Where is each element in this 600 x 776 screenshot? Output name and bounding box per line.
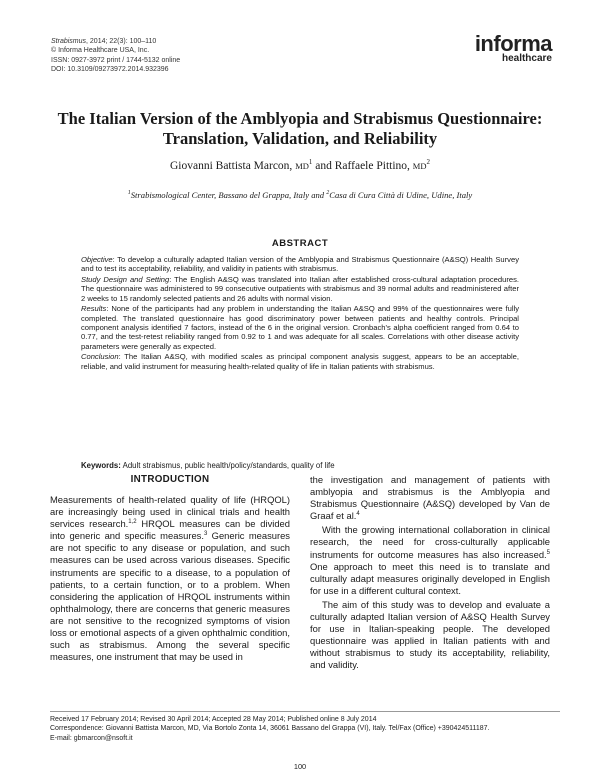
- received-dates: Received 17 February 2014; Revised 30 April 2014; Accepted 28 May 2014; Published online 8 July 2014: [50, 716, 377, 723]
- abstract-conclusion: Conclusion: The Italian A&SQ, with modified scales as principal component analysis suggest, appears to be an acceptable, reliable, and valid instrument for measuring health-related quality of life in Italian patients with strabismus.: [81, 352, 519, 371]
- intro-paragraph-2: With the growing international collaboration in clinical research, the need for cross-culturally applicable instruments for outcome measures has also increased.$^5$ One approach to meet this need is to translate and culturally adapt measures originally developed in English for use in a different cultural context.: [310, 524, 550, 596]
- journal-metadata: [51, 37, 180, 75]
- page-number: 100: [293, 762, 307, 771]
- logo-subtitle: healthcare: [501, 53, 552, 64]
- footer-notes: [50, 715, 560, 743]
- author-line: [40, 158, 560, 172]
- abstract-body: [81, 255, 519, 373]
- doi-line: DOI: 10.3109/09273972.2014.932396: [51, 66, 169, 74]
- correspondence: Correspondence: Giovanni Battista Marcon, MD, Via Bortolo Zonta 14, 36061 Bassano del Grappa (VI), Italy. Tel/Fax (Office) +390424511187.: [50, 725, 490, 733]
- journal-citation: Strabismus, 2014; 22(3): 100–110: [51, 38, 157, 45]
- email: E-mail: gbmarcon@nsoft.it: [50, 734, 133, 742]
- abstract-design: Study Design and Setting: The English A&SQ was translated into Italian after established cross-cultural adaptation procedures. The questionnaire was administered to 99 consecutive outpatients with strabismus and 39 normal adults and readministered after 2 weeks to 15 randomly selected patients and 26 adults with normal vision.: [81, 275, 519, 303]
- paper-title: The Italian Version of the Amblyopia and Strabismus Questionnaire: Translation, Validation, and Reliability: [57, 109, 543, 148]
- author-and: and: [315, 159, 332, 172]
- keywords-label: Keywords:: [81, 461, 121, 470]
- intro-paragraph-1-cont: the investigation and management of patients with amblyopia and strabismus is the Amblyopia and Strabismus Questionnaire (A&SQ) developed by Van de Graaf et al.$^4$: [310, 474, 550, 522]
- author-1-name: Giovanni Battista Marcon,: [169, 159, 293, 172]
- issn-line: ISSN: 0927-3972 print / 1744-5132 online: [51, 56, 181, 64]
- abstract-heading: ABSTRACT: [271, 238, 329, 249]
- author-2-name: Raffaele Pittino,: [334, 159, 410, 172]
- body-column-right: [310, 474, 550, 674]
- keywords-text: Adult strabismus, public health/policy/standards, quality of life: [122, 461, 335, 470]
- keywords: [81, 461, 519, 470]
- introduction-heading: INTRODUCTION: [130, 474, 210, 485]
- abstract-objective: Objective: To develop a culturally adapted Italian version of the Amblyopia and Strabismus Questionnaire (A&SQ) Health Survey and to test its acceptability, reliability, and validity in patients with strabismus.: [81, 255, 519, 274]
- author-1-affil: 1: [308, 158, 313, 166]
- publisher-logo: [475, 33, 552, 64]
- author-2-degree: MD: [412, 160, 427, 171]
- intro-paragraph-1: Measurements of health-related quality of life (HRQOL) are increasingly being used in clinical trials and health services research.$^{1,2}$ HRQOL measures can be divided into generic and specific measures.$^3$ Generic measures are not specific to any disease or population, and such measures can be used across various diseases. Specific instruments are specific to a disease, to a population of patients, to a certain function, or to a problem. When considering the application of HRQOL instruments within ophthalmology, there are concerns that generic measures are not sensitive to the recognized symptoms of vision loss or emotional aspects of a given ophthalmic condition, such as strabismus. Among the several specific measures, one instrument that may be used in: [50, 494, 290, 663]
- copyright-line: © Informa Healthcare USA, Inc.: [51, 47, 150, 55]
- intro-paragraph-3: The aim of this study was to develop and evaluate a culturally adapted Italian version of A&SQ Health Survey for use in Italian-speaking people. The developed questionnaire was applied in Italian patients with and without strabismus to study its acceptability, reliability, and validity.: [310, 598, 550, 671]
- logo-wordmark: informa: [474, 31, 552, 56]
- author-1-degree: MD: [295, 160, 309, 171]
- abstract-results: Results: None of the participants had any problem in understanding the Italian A&SQ and 99% of the questionnaires were fully completed. The translated questionnaire has good discriminatory power between patients and healthy controls. Principal component analysis identified 7 factors, instead of the 6 in the original version. Cronbach's alpha coefficient ranged from 0.64 to 0.77, and the test-retest reliability ranged from 0.92 to 1 and was adequate for all scales. Correlations with other disease activity parameters were generally as expected.: [81, 304, 519, 351]
- author-2-affil: 2: [426, 158, 430, 166]
- body-column-left: [50, 494, 290, 665]
- affiliations: $^1$Strabismological Center, Bassano del Grappa, Italy and $^2$Casa di Cura Città di Udine, Udine, Italy: [127, 190, 473, 200]
- footer-divider: [50, 711, 560, 712]
